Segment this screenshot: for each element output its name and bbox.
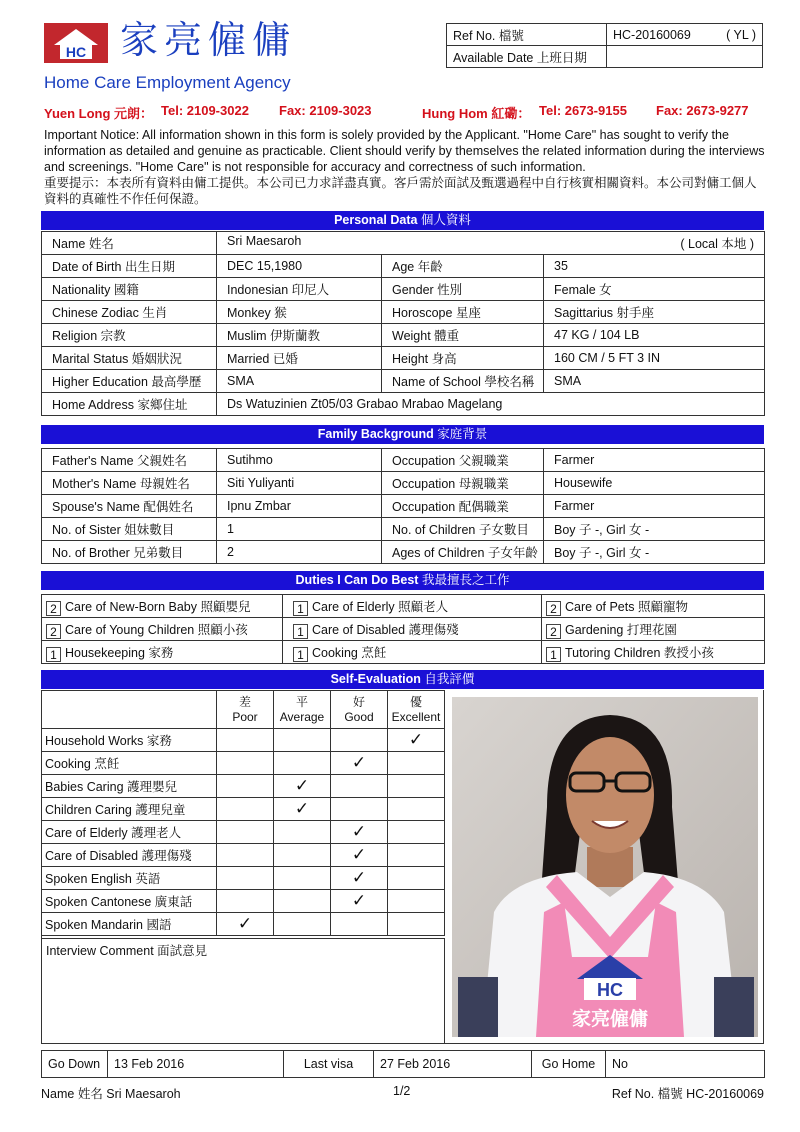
field-value: 47 KG / 104 LB: [544, 324, 765, 347]
evaluation-row: [42, 798, 445, 821]
field-value: Sagittarius 射手座: [544, 301, 765, 324]
table-row: [42, 278, 765, 301]
rating-cell: [388, 867, 445, 890]
section-bar-self-evaluation: [41, 670, 764, 689]
field-label: Date of Birth 出生日期: [42, 255, 217, 278]
rating-cell: [274, 867, 331, 890]
duty-rank: 1: [46, 647, 61, 662]
apron-brand-text: 家亮僱傭: [571, 1008, 649, 1030]
field-label: Chinese Zodiac 生肖: [42, 301, 217, 324]
field-value: SMA: [217, 370, 382, 393]
duty-label: Housekeeping 家務: [65, 645, 174, 660]
rating-cell: [331, 798, 388, 821]
evaluation-row: [42, 752, 445, 775]
duty-label: Care of Elderly 照顧老人: [312, 599, 449, 614]
field-label: Name 姓名: [42, 232, 217, 255]
contact-line: [44, 103, 766, 121]
table-row: [42, 449, 765, 472]
duty-rank: 2: [546, 601, 561, 616]
agency-logo: [44, 23, 108, 63]
field-value: Farmer: [544, 449, 765, 472]
duty-label: Care of Pets 照顧寵物: [565, 599, 688, 614]
applicant-name-cell: [217, 232, 765, 255]
check-mark-icon: ✓: [408, 730, 424, 749]
evaluation-skill-label: Spoken Cantonese 廣東話: [42, 890, 217, 913]
available-date-value: [607, 46, 763, 68]
check-mark-icon: ✓: [294, 776, 310, 795]
table-row: [42, 641, 765, 664]
field-label: Father's Name 父親姓名: [42, 449, 217, 472]
field-label: Age 年齡: [382, 255, 544, 278]
local-indicator: ( Local 本地 ): [680, 237, 754, 251]
section-title: Duties I Can Do Best: [295, 573, 419, 587]
duty-item: [542, 595, 765, 618]
field-label: Occupation 配偶職業: [382, 495, 544, 518]
applicant-name: Sri Maesaroh: [227, 234, 302, 248]
field-label: Occupation 母親職業: [382, 472, 544, 495]
section-bar-duties: [41, 571, 764, 590]
field-label: Horoscope 星座: [382, 301, 544, 324]
field-label: Home Address 家鄉住址: [42, 393, 217, 416]
evaluation-header-blank: [42, 691, 217, 729]
notice-english: Important Notice: All information shown in this form is solely provided by the Applicant. "Home Care" has sought to verify the information as detailed and genuine as practicable. Client should verify by themselves the related information during the interviews and screenings. "Home Care" is not responsible for accuracy and correctness of such information.: [44, 128, 765, 174]
field-label: Spouse's Name 配偶姓名: [42, 495, 217, 518]
duty-label: Cooking 烹飪: [312, 645, 387, 660]
rating-cell: [217, 821, 274, 844]
check-mark-icon: ✓: [237, 914, 253, 933]
evaluation-skill-label: Spoken English 英語: [42, 867, 217, 890]
evaluation-skill-label: Household Works 家務: [42, 729, 217, 752]
rating-cell: [217, 775, 274, 798]
level-en: Poor: [232, 709, 258, 724]
level-header-good: [331, 691, 388, 729]
yuen-long-tel: Tel: 2109-3022: [161, 103, 249, 118]
rating-cell: [331, 913, 388, 936]
level-cn: 差: [238, 694, 251, 709]
last-visa-value: 27 Feb 2016: [374, 1051, 532, 1078]
section-title: Self-Evaluation: [330, 672, 421, 686]
evaluation-row: [42, 729, 445, 752]
table-row: [42, 618, 765, 641]
field-label: Religion 宗教: [42, 324, 217, 347]
table-row: [42, 518, 765, 541]
rating-cell: [217, 913, 274, 936]
table-row: [42, 370, 765, 393]
field-value: Monkey 猴: [217, 301, 382, 324]
field-value: 1: [217, 518, 382, 541]
evaluation-row: [42, 913, 445, 936]
rating-cell: [388, 890, 445, 913]
yuen-long-fax: Fax: 2109-3023: [279, 103, 372, 118]
rating-cell: [388, 798, 445, 821]
table-row: [42, 324, 765, 347]
table-row: [42, 595, 765, 618]
rating-cell: [217, 752, 274, 775]
section-title: Family Background: [317, 427, 434, 441]
agency-name-chinese: 家亮僱傭: [120, 18, 297, 62]
rating-cell: [274, 844, 331, 867]
table-row: [42, 1051, 765, 1078]
rating-cell: [331, 752, 388, 775]
duty-item: [542, 641, 765, 664]
go-down-value: 13 Feb 2016: [108, 1051, 284, 1078]
evaluation-row: [42, 844, 445, 867]
duty-rank: 2: [46, 624, 61, 639]
field-label: Marital Status 婚姻狀況: [42, 347, 217, 370]
notice-chinese: 重要提示：本表所有資料由傭工提供。本公司已力求詳盡真實。客戶需於面試及甄選過程中自行核實相關資料。本公司對傭工個人資料的真確性不作任何保證。: [44, 176, 757, 206]
evaluation-row: [42, 890, 445, 913]
rating-cell: [388, 729, 445, 752]
go-down-label: Go Down: [42, 1051, 108, 1078]
field-label: Weight 體重: [382, 324, 544, 347]
field-value: Married 已婚: [217, 347, 382, 370]
rating-cell: [331, 867, 388, 890]
table-row: [42, 472, 765, 495]
field-label: No. of Children 子女數目: [382, 518, 544, 541]
field-value: 160 CM / 5 FT 3 IN: [544, 347, 765, 370]
field-value: Female 女: [544, 278, 765, 301]
hung-hom-label: Hung Hom 紅磡：: [422, 106, 531, 121]
rating-cell: [274, 729, 331, 752]
section-title-cn: 我最擅長之工作: [421, 573, 510, 587]
rating-cell: [217, 844, 274, 867]
duty-item: [542, 618, 765, 641]
field-value: 2: [217, 541, 382, 564]
duty-item: [42, 618, 283, 641]
family-background-table: [41, 448, 765, 564]
field-value: 35: [544, 255, 765, 278]
apron-logo-text: HC: [597, 980, 623, 1000]
field-label: Gender 性別: [382, 278, 544, 301]
yuen-long-label: Yuen Long 元朗：: [44, 106, 154, 121]
section-title-cn: 自我評價: [424, 672, 475, 686]
rating-cell: [388, 775, 445, 798]
departure-table: [41, 1050, 765, 1078]
field-value: Boy 子 -, Girl 女 -: [544, 518, 765, 541]
reference-table: [446, 23, 763, 68]
section-bar-personal-data: [41, 211, 764, 230]
check-mark-icon: ✓: [351, 822, 367, 841]
available-date-label: Available Date 上班日期: [447, 46, 607, 68]
field-label: Higher Education 最高學歷: [42, 370, 217, 393]
rating-cell: [331, 844, 388, 867]
table-row: [42, 347, 765, 370]
footer-ref: Ref No. 檔號 HC-20160069: [611, 1087, 764, 1101]
rating-cell: [274, 913, 331, 936]
field-value: Boy 子 -, Girl 女 -: [544, 541, 765, 564]
ref-branch: ( YL ): [726, 27, 756, 42]
level-en: Good: [344, 709, 374, 724]
evaluation-skill-label: Spoken Mandarin 國語: [42, 913, 217, 936]
rating-cell: [217, 729, 274, 752]
rating-cell: [331, 890, 388, 913]
hung-hom-fax: Fax: 2673-9277: [656, 103, 749, 118]
section-title-cn: 家庭背景: [437, 427, 488, 441]
evaluation-row: [42, 867, 445, 890]
field-label: No. of Sister 姐妹數目: [42, 518, 217, 541]
section-title-cn: 個人資料: [420, 213, 471, 227]
duty-item: [42, 595, 283, 618]
duty-item: [283, 618, 542, 641]
duty-rank: 1: [546, 647, 561, 662]
rating-cell: [217, 867, 274, 890]
footer-name: Name 姓名 Sri Maesaroh: [41, 1087, 181, 1101]
duty-label: Gardening 打理花園: [565, 622, 677, 637]
rating-cell: [274, 752, 331, 775]
field-value: Ipnu Zmbar: [217, 495, 382, 518]
duty-rank: 1: [293, 647, 308, 662]
duty-item: [283, 641, 542, 664]
duty-rank: 1: [293, 601, 308, 616]
check-mark-icon: ✓: [294, 799, 310, 818]
field-value: DEC 15,1980: [217, 255, 382, 278]
ref-label: Ref No. 檔號: [447, 24, 607, 46]
table-row: [42, 301, 765, 324]
self-evaluation-table: [41, 690, 445, 936]
field-value: Farmer: [544, 495, 765, 518]
duty-rank: 1: [293, 624, 308, 639]
field-label: Mother's Name 母親姓名: [42, 472, 217, 495]
rating-cell: [274, 775, 331, 798]
duty-label: Care of Young Children 照顧小孩: [65, 622, 248, 637]
duties-table: [41, 594, 765, 664]
field-value: Sutihmo: [217, 449, 382, 472]
rating-cell: [331, 775, 388, 798]
important-notice: [44, 127, 766, 207]
field-label: Occupation 父親職業: [382, 449, 544, 472]
field-label: Ages of Children 子女年齡: [382, 541, 544, 564]
field-label: Height 身高: [382, 347, 544, 370]
rating-cell: [388, 913, 445, 936]
field-value: SMA: [544, 370, 765, 393]
personal-data-table: [41, 231, 765, 416]
table-row: [42, 495, 765, 518]
rating-cell: [274, 798, 331, 821]
logo-lettering: HC: [65, 44, 87, 60]
go-home-label: Go Home: [532, 1051, 606, 1078]
applicant-photo: [452, 697, 758, 1037]
evaluation-skill-label: Care of Elderly 護理老人: [42, 821, 217, 844]
ref-value: HC-20160069: [613, 27, 691, 42]
evaluation-header-row: [42, 691, 445, 729]
table-row: [42, 541, 765, 564]
duty-rank: 2: [546, 624, 561, 639]
table-row: [42, 393, 765, 416]
ref-cell: [607, 24, 763, 46]
duty-item: [42, 641, 283, 664]
field-value: Housewife: [544, 472, 765, 495]
rating-cell: [274, 890, 331, 913]
duty-label: Care of New-Born Baby 照顧嬰兒: [65, 599, 251, 614]
section-title: Personal Data: [334, 213, 418, 227]
duty-label: Care of Disabled 護理傷殘: [312, 622, 459, 637]
hung-hom-tel: Tel: 2673-9155: [539, 103, 627, 118]
rating-cell: [388, 844, 445, 867]
interview-comment-label: Interview Comment 面試意見: [46, 944, 208, 958]
section-bar-family-background: [41, 425, 764, 444]
rating-cell: [388, 821, 445, 844]
table-row: [42, 255, 765, 278]
field-value: Siti Yuliyanti: [217, 472, 382, 495]
agency-name-english: Home Care Employment Agency: [44, 73, 291, 92]
rating-cell: [331, 729, 388, 752]
check-mark-icon: ✓: [351, 845, 367, 864]
rating-cell: [217, 798, 274, 821]
evaluation-row: [42, 775, 445, 798]
table-row: [42, 232, 765, 255]
check-mark-icon: ✓: [351, 891, 367, 910]
level-header-average: [274, 691, 331, 729]
go-home-value: No: [606, 1051, 765, 1078]
level-header-excellent: [388, 691, 445, 729]
evaluation-row: [42, 821, 445, 844]
field-label: Name of School 學校名稱: [382, 370, 544, 393]
page-number: 1/2: [393, 1084, 411, 1098]
rating-cell: [331, 821, 388, 844]
page-footer: [41, 1084, 764, 1102]
evaluation-skill-label: Care of Disabled 護理傷殘: [42, 844, 217, 867]
level-en: Average: [279, 709, 325, 724]
level-header-poor: [217, 691, 274, 729]
check-mark-icon: ✓: [351, 753, 367, 772]
duty-label: Tutoring Children 教授小孩: [565, 645, 714, 660]
level-cn: 好: [352, 694, 365, 709]
last-visa-label: Last visa: [284, 1051, 374, 1078]
field-value: Muslim 伊斯蘭教: [217, 324, 382, 347]
rating-cell: [388, 752, 445, 775]
duty-item: [283, 595, 542, 618]
home-address: Ds Watuzinien Zt05/03 Grabao Mrabao Magelang: [217, 393, 765, 416]
level-cn: 平: [295, 694, 308, 709]
level-cn: 優: [409, 694, 422, 709]
evaluation-skill-label: Children Caring 護理兒童: [42, 798, 217, 821]
check-mark-icon: ✓: [351, 868, 367, 887]
rating-cell: [274, 821, 331, 844]
field-label: No. of Brother 兄弟數目: [42, 541, 217, 564]
level-en: Excellent: [391, 709, 441, 724]
rating-cell: [217, 890, 274, 913]
field-value: Indonesian 印尼人: [217, 278, 382, 301]
interview-comment-box: [41, 938, 445, 1044]
evaluation-skill-label: Babies Caring 護理嬰兒: [42, 775, 217, 798]
evaluation-skill-label: Cooking 烹飪: [42, 752, 217, 775]
field-label: Nationality 國籍: [42, 278, 217, 301]
duty-rank: 2: [46, 601, 61, 616]
